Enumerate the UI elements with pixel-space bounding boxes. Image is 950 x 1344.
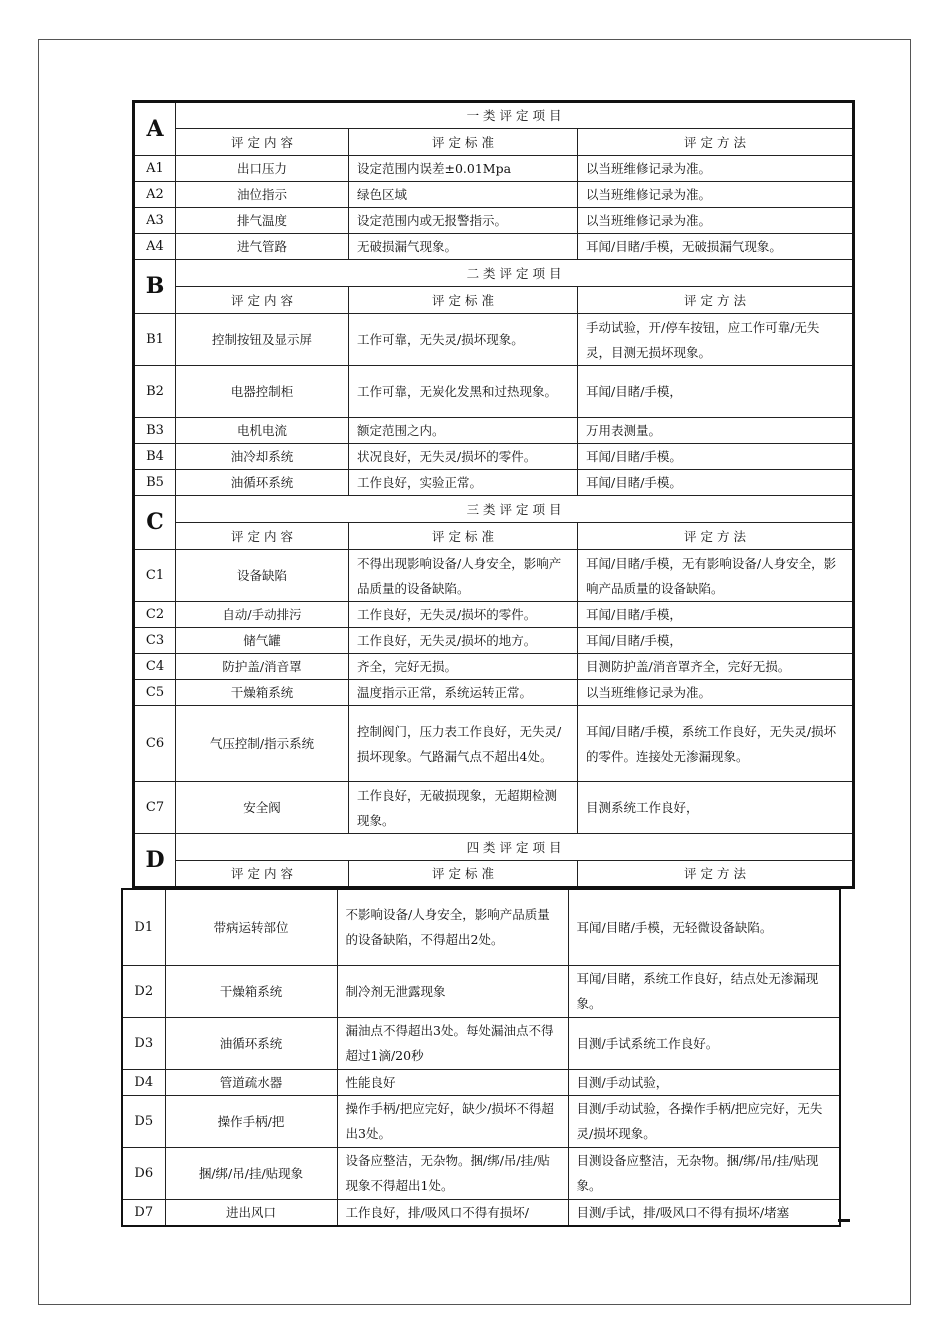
row-standard: 温度指示正常，系统运转正常。 (349, 680, 578, 706)
row-standard: 绿色区域 (349, 182, 578, 208)
row-method: 目测/手动试验， (568, 1069, 840, 1095)
table-row (122, 965, 840, 1017)
row-item: 操作手柄/把 (165, 1095, 337, 1147)
row-code: D1 (122, 889, 165, 965)
row-standard: 不影响设备/人身安全，影响产品质量的设备缺陷，不得超出2处。 (337, 889, 568, 965)
row-code: C7 (134, 782, 176, 834)
table-edge-mark (838, 1219, 850, 1222)
col-header-content: 评 定 内 容 (176, 129, 349, 156)
row-code: B3 (134, 418, 176, 444)
row-code: C6 (134, 706, 176, 782)
row-code: D4 (122, 1069, 165, 1095)
row-method: 目测/手试，排/吸风口不得有损坏/堵塞 (568, 1199, 840, 1226)
section-a-title-row (134, 102, 854, 129)
row-method: 万用表测量。 (578, 418, 854, 444)
row-standard: 操作手柄/把应完好，缺少/损坏不得超出3处。 (337, 1095, 568, 1147)
table-row (134, 680, 854, 706)
table-row (134, 314, 854, 366)
col-header-method: 评 定 方 法 (578, 523, 854, 550)
row-item: 电器控制柜 (176, 366, 349, 418)
row-item: 电机电流 (176, 418, 349, 444)
col-header-method: 评 定 方 法 (578, 129, 854, 156)
row-item: 油循环系统 (165, 1017, 337, 1069)
row-item: 进气管路 (176, 234, 349, 260)
row-standard: 额定范围之内。 (349, 418, 578, 444)
row-code: B4 (134, 444, 176, 470)
col-header-content: 评 定 内 容 (176, 523, 349, 550)
row-item: 捆/绑/吊/挂/贴现象 (165, 1147, 337, 1199)
section-c-title-row (134, 496, 854, 523)
row-method: 以当班维修记录为准。 (578, 680, 854, 706)
table-row (134, 444, 854, 470)
section-header-row (134, 861, 854, 888)
row-method: 目测防护盖/消音罩齐全，完好无损。 (578, 654, 854, 680)
row-code: D2 (122, 965, 165, 1017)
row-item: 自动/手动排污 (176, 602, 349, 628)
row-standard: 制冷剂无泄露现象 (337, 965, 568, 1017)
table-row (122, 1095, 840, 1147)
section-title: 一 类 评 定 项 目 (176, 102, 854, 129)
row-item: 干燥箱系统 (165, 965, 337, 1017)
col-header-standard: 评 定 标 准 (349, 129, 578, 156)
table-row (134, 628, 854, 654)
row-method: 耳闻/目睹/手模， (578, 366, 854, 418)
table-row (134, 208, 854, 234)
col-header-standard: 评 定 标 准 (349, 861, 578, 888)
row-code: D5 (122, 1095, 165, 1147)
row-item: 进出风口 (165, 1199, 337, 1226)
col-header-content: 评 定 内 容 (176, 861, 349, 888)
row-standard: 工作良好，排/吸风口不得有损坏/ (337, 1199, 568, 1226)
row-method: 手动试验，开/停车按钮，应工作可靠/无失灵，目测无损坏现象。 (578, 314, 854, 366)
row-method: 耳闻/目睹/手模， (578, 602, 854, 628)
row-standard: 工作良好，无失灵/损坏的地方。 (349, 628, 578, 654)
row-standard: 设定范围内误差±0.01Mpa (349, 156, 578, 182)
row-standard: 工作可靠，无失灵/损坏现象。 (349, 314, 578, 366)
row-method: 目测/手试系统工作良好。 (568, 1017, 840, 1069)
row-standard: 不得出现影响设备/人身安全，影响产品质量的设备缺陷。 (349, 550, 578, 602)
row-item: 设备缺陷 (176, 550, 349, 602)
table-row (134, 366, 854, 418)
row-item: 控制按钮及显示屏 (176, 314, 349, 366)
row-method: 耳闻/目睹/手模，系统工作良好，无失灵/损坏的零件。连接处无渗漏现象。 (578, 706, 854, 782)
row-code: D6 (122, 1147, 165, 1199)
col-header-standard: 评 定 标 准 (349, 287, 578, 314)
section-title: 三 类 评 定 项 目 (176, 496, 854, 523)
row-method: 耳闻/目睹/手模。 (578, 470, 854, 496)
table-row (122, 1147, 840, 1199)
table-row (122, 889, 840, 965)
table-row (134, 706, 854, 782)
row-code: A4 (134, 234, 176, 260)
row-item: 储气罐 (176, 628, 349, 654)
row-item: 出口压力 (176, 156, 349, 182)
row-standard: 工作良好，实验正常。 (349, 470, 578, 496)
table-row (122, 1017, 840, 1069)
table-row (134, 782, 854, 834)
row-code: A2 (134, 182, 176, 208)
section-header-row (134, 287, 854, 314)
col-header-method: 评 定 方 法 (578, 287, 854, 314)
row-item: 油冷却系统 (176, 444, 349, 470)
table-row (134, 602, 854, 628)
row-standard: 工作可靠，无炭化发黑和过热现象。 (349, 366, 578, 418)
section-letter: C (134, 496, 176, 550)
row-code: D7 (122, 1199, 165, 1226)
row-item: 排气温度 (176, 208, 349, 234)
row-item: 管道疏水器 (165, 1069, 337, 1095)
row-standard: 性能良好 (337, 1069, 568, 1095)
row-item: 安全阀 (176, 782, 349, 834)
row-method: 耳闻/目睹/手模，无破损漏气现象。 (578, 234, 854, 260)
row-method: 耳闻/目睹，系统工作良好，结点处无渗漏现象。 (568, 965, 840, 1017)
evaluation-table-section-d (121, 888, 841, 1227)
row-code: C3 (134, 628, 176, 654)
row-code: B2 (134, 366, 176, 418)
row-method: 目测/手动试验，各操作手柄/把应完好，无失灵/损坏现象。 (568, 1095, 840, 1147)
row-standard: 工作良好，无失灵/损坏的零件。 (349, 602, 578, 628)
section-letter: D (134, 834, 176, 888)
row-standard: 控制阀门，压力表工作良好，无失灵/损坏现象。气路漏气点不超出4处。 (349, 706, 578, 782)
table-row (134, 156, 854, 182)
row-standard: 状况良好，无失灵/损坏的零件。 (349, 444, 578, 470)
col-header-standard: 评 定 标 准 (349, 523, 578, 550)
row-standard: 设备应整洁，无杂物。捆/绑/吊/挂/贴现象不得超出1处。 (337, 1147, 568, 1199)
row-code: C2 (134, 602, 176, 628)
row-standard: 工作良好，无破损现象，无超期检测现象。 (349, 782, 578, 834)
row-standard: 齐全，完好无损。 (349, 654, 578, 680)
section-letter: A (134, 102, 176, 156)
table-row (134, 550, 854, 602)
table-row (134, 234, 854, 260)
row-code: A3 (134, 208, 176, 234)
col-header-method: 评 定 方 法 (578, 861, 854, 888)
row-code: B1 (134, 314, 176, 366)
section-d-title-row (134, 834, 854, 861)
table-row (122, 1069, 840, 1095)
section-header-row (134, 129, 854, 156)
row-method: 目测设备应整洁，无杂物。捆/绑/吊/挂/贴现象。 (568, 1147, 840, 1199)
row-method: 目测系统工作良好， (578, 782, 854, 834)
row-method: 耳闻/目睹/手模， (578, 628, 854, 654)
table-row (134, 418, 854, 444)
col-header-content: 评 定 内 容 (176, 287, 349, 314)
table-row (134, 470, 854, 496)
table-row (134, 182, 854, 208)
row-code: C4 (134, 654, 176, 680)
row-code: C5 (134, 680, 176, 706)
row-method: 耳闻/目睹/手模，无轻微设备缺陷。 (568, 889, 840, 965)
row-item: 油循环系统 (176, 470, 349, 496)
row-method: 以当班维修记录为准。 (578, 182, 854, 208)
row-item: 气压控制/指示系统 (176, 706, 349, 782)
section-header-row (134, 523, 854, 550)
section-b-title-row (134, 260, 854, 287)
table-row (122, 1199, 840, 1226)
section-title: 四 类 评 定 项 目 (176, 834, 854, 861)
row-standard: 设定范围内或无报警指示。 (349, 208, 578, 234)
row-code: A1 (134, 156, 176, 182)
row-item: 防护盖/消音罩 (176, 654, 349, 680)
evaluation-table-main (132, 100, 855, 889)
row-code: C1 (134, 550, 176, 602)
table-row (134, 654, 854, 680)
section-title: 二 类 评 定 项 目 (176, 260, 854, 287)
row-item: 油位指示 (176, 182, 349, 208)
row-standard: 无破损漏气现象。 (349, 234, 578, 260)
row-method: 以当班维修记录为准。 (578, 156, 854, 182)
row-code: D3 (122, 1017, 165, 1069)
section-letter: B (134, 260, 176, 314)
row-method: 耳闻/目睹/手模。 (578, 444, 854, 470)
row-standard: 漏油点不得超出3处。每处漏油点不得超过1滴/20秒 (337, 1017, 568, 1069)
row-method: 耳闻/目睹/手模，无有影响设备/人身安全，影响产品质量的设备缺陷。 (578, 550, 854, 602)
row-item: 干燥箱系统 (176, 680, 349, 706)
row-item: 带病运转部位 (165, 889, 337, 965)
row-code: B5 (134, 470, 176, 496)
row-method: 以当班维修记录为准。 (578, 208, 854, 234)
